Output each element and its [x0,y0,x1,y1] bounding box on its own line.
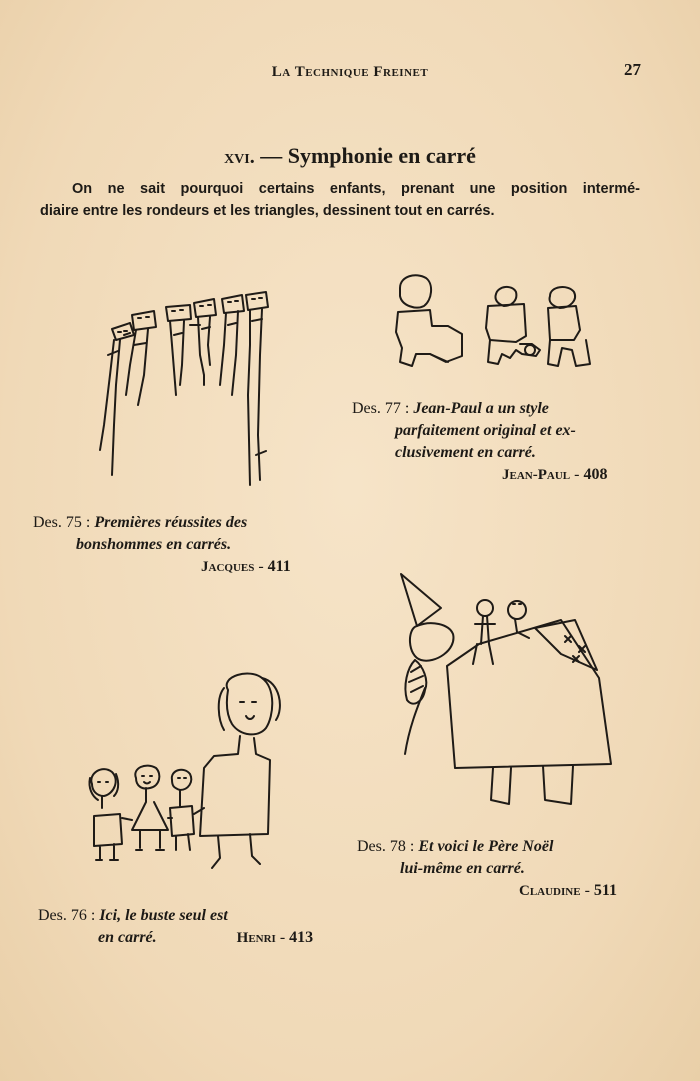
intro-paragraph [40,178,640,222]
caption-des78-label: Des. 78 : [357,838,415,855]
caption-des75-label: Des. 75 : [33,514,91,531]
caption-des77-line3: clusivement en carré. [395,444,536,461]
drawing-des76 [80,668,290,878]
caption-des76-label: Des. 76 : [38,907,96,924]
caption-des76-line1: Ici, le buste seul est [99,907,228,924]
caption-des77-number: 408 [583,466,608,483]
caption-des77-line1: Jean-Paul a un style [413,400,549,417]
caption-des78 [357,836,617,902]
caption-des76-number: 413 [289,929,314,946]
caption-des75-number: 411 [267,558,291,575]
chapter-title [0,143,700,169]
intro-line-1: On ne sait pourquoi certains enfants, prenant une position intermé- [72,181,640,197]
caption-des77-sep: - [574,466,580,483]
drawing-des77 [390,270,605,375]
caption-des77-label: Des. 77 : [352,400,410,417]
running-head: La Technique Freinet [271,64,429,80]
caption-des76 [38,905,313,949]
caption-des75-line2: bonshommes en carrés. [76,536,232,553]
caption-des75-sep: - [258,558,264,575]
caption-des77-line2: parfaitement original et ex- [395,422,576,439]
caption-des78-line1: Et voici le Père Noël [418,838,554,855]
intro-line-2: diaire entre les rondeurs et les triangles, dessinent tout en carrés. [40,203,495,219]
caption-des77 [352,398,607,486]
caption-des78-author: Claudine [519,883,581,899]
caption-des75-line1: Premières réussites des [94,514,248,531]
caption-des78-line2: lui-même en carré. [400,860,525,877]
caption-des78-number: 511 [593,882,618,899]
caption-des78-sep: - [584,882,590,899]
caption-des77-author: Jean-Paul [502,467,571,483]
caption-des76-sep: - [279,929,286,946]
drawing-des78 [395,568,620,813]
drawing-des75 [90,285,280,490]
caption-des76-line2: en carré. [98,929,157,946]
chapter-title-text: Symphonie en carré [287,143,476,168]
caption-des75-author: Jacques [201,559,255,575]
caption-des76-author: Henri [236,930,276,946]
caption-des75 [33,512,291,578]
chapter-dash: — [260,143,283,168]
page-number: 27 [624,60,641,79]
chapter-number: xvi. [224,146,255,168]
